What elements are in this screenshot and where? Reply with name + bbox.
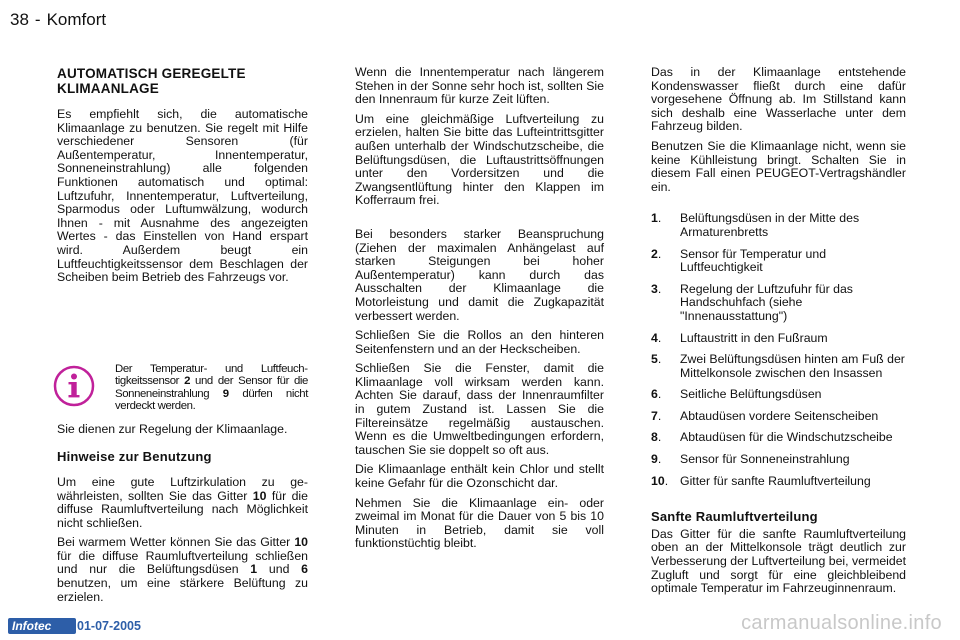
legend-number: 5 [651, 352, 658, 367]
legend-number: 4 [651, 330, 658, 345]
text-run: für die diffuse Raumluftverteilung schließen und nur die Belüftungsdüsen [57, 548, 308, 577]
ref-number: 6 [301, 562, 308, 577]
info-note [57, 363, 308, 415]
page-header [10, 10, 106, 30]
header-separator: - [34, 10, 41, 29]
info-text-part: dürfen nicht verdeckt werden. [115, 387, 308, 412]
body-paragraph: Nehmen Sie die Klimaanlage ein- oder zweimal im Monat für die Dauer von 5 bis 10 Minuten in Betrieb, damit sie voll funktionstüchtig bleibt. [355, 495, 604, 551]
footer-date: 01-07-2005 [77, 619, 141, 633]
usage-paragraph-1 [57, 476, 308, 530]
text-run: und [257, 562, 302, 577]
legend-item: 5. Zwei Belüftungsdüsen hinten am Fuß der Mittelkonsole zwischen den Insassen [651, 352, 905, 380]
ref-number: 2 [184, 375, 191, 388]
info-text [115, 363, 308, 413]
legend-item: 2. Sensor für Temperatur und Luftfeuchtigkeit [651, 248, 906, 275]
legend-item: 1. Belüftungsdüsen in der Mitte des Armaturenbretts [651, 212, 906, 239]
legend-item: 8. Abtaudüsen für die Windschutzscheibe [651, 431, 906, 445]
text-run: Bei warmem Wetter können Sie das Gitter [57, 535, 295, 550]
text-run: für die diffuse Raumluftverteilung nach Möglichkeit nicht schließen. [57, 488, 308, 530]
legend-item: 9. Sensor für Sonneneinstrahlung [651, 453, 906, 467]
usage-heading: Hinweise zur Benutzung [57, 449, 212, 465]
info-text-part: Der Temperatur- und Luftfeuchtigkeitssensor [115, 362, 308, 388]
legend-text: Zwei Belüftungsdüsen hinten am Fuß der Mittelkonsole zwischen den Insassen [680, 352, 905, 380]
legend-item: 6. Seitliche Belüftungsdüsen [651, 388, 906, 402]
ref-number: 1 [250, 562, 258, 577]
legend-number: 7 [651, 408, 658, 423]
page-number: 38 [10, 10, 29, 29]
body-paragraph: Die Klimaanlage enthält kein Chlor und stellt keine Gefahr für die Ozonschicht dar. [355, 462, 604, 491]
infotec-logo: Infotec [8, 618, 76, 634]
legend-number: 1 [651, 211, 658, 226]
legend-number: 10 [651, 473, 665, 488]
ref-number: 10 [294, 535, 308, 550]
ref-number: 9 [222, 387, 229, 400]
column-left [57, 66, 308, 610]
legend-text: Luftaustritt in den Fußraum [680, 330, 828, 345]
legend-text: Sensor für Temperatur und Luftfeuchtigkeit [680, 246, 827, 275]
legend-item: 3. Regelung der Luftzufuhr für das Handschuhfach (siehe "Innenausstattung") [651, 283, 906, 324]
legend-text: Abtaudüsen vordere Seitenscheiben [680, 408, 879, 423]
body-paragraph: Um eine gleichmäßige Luftverteilung zu erzielen, halten Sie bitte das Lufteintrittsgitter außen unterhalb der Windschutzscheibe, die Belüftungsdüsen, die Luftaustrittsöffnungen unter den Vordersitzen und die Zwangsentlüftung hinter den Klappen im Kofferraum frei. [355, 111, 604, 208]
legend-item: 4. Luftaustritt in den Fußraum [651, 332, 906, 346]
legend-number: 6 [651, 387, 658, 402]
legend-text: Belüftungsdüsen in der Mitte des Armaturenbretts [680, 211, 860, 239]
chapter-title: Komfort [46, 10, 107, 29]
legend-number: 2 [651, 246, 658, 261]
legend-number: 9 [651, 452, 658, 467]
soft-ventilation-paragraph: Das Gitter für die sanfte Raumluftverteilung oben an der Mittelkonsole trägt deutlich zur Verbesserung der Luftverteilung bei, vermeidet Zugluft und sorgt für eine gleichbleibend optimale Temperatur im Fahrzeuginnenraum. [651, 526, 906, 596]
body-paragraph: Das in der Klimaanlage entstehende Kondenswasser fließt durch eine dafür vorgesehene Öffnung ab. Im Stillstand kann sich deshalb eine Wasserlache unter dem Fahrzeug bilden. [651, 65, 906, 134]
legend-text: Abtaudüsen für die Windschutzscheibe [680, 430, 893, 445]
usage-paragraph-2 [57, 536, 308, 604]
legend-number: 3 [651, 281, 658, 296]
legend-text: Regelung der Luftzufuhr für das Handschuhfach (siehe "Innenausstattung") [680, 281, 853, 323]
legend-item: 7. Abtaudüsen vordere Seitenscheiben [651, 410, 906, 424]
body-paragraph: Benutzen Sie die Klimaanlage nicht, wenn sie keine Kühlleistung bringt. Schalten Sie in diesem Fall einen PEUGEOT-Vertragshändler ein. [651, 138, 906, 194]
soft-ventilation-heading: Sanfte Raumluftverteilung [651, 509, 818, 525]
body-paragraph: Schließen Sie die Fenster, damit die Klimaanlage voll wirksam werden kann. Achten Sie darauf, dass der Innenraumfilter in gutem Zustand ist. Lassen Sie die Filtereinsätze regelmäßig austauschen. Wenn es die Umweltbedingungen erfordern, tauschen Sie sie doppelt so oft aus. [355, 361, 604, 457]
legend-text: Sensor für Sonneneinstrahlung [680, 452, 850, 467]
legend-text: Seitliche Belüftungsdüsen [680, 387, 822, 402]
column-middle [355, 66, 604, 557]
text-run: benutzen, um eine stärkere Belüftung zu erzielen. [57, 576, 308, 604]
section-title: AUTOMATISCH GEREGELTE KLIMAANLAGE [57, 66, 246, 96]
ref-number: 10 [252, 488, 267, 503]
info-icon [53, 365, 95, 407]
after-info-paragraph: Sie dienen zur Regelung der Klimaanlage. [57, 421, 288, 436]
intro-paragraph: Es empfiehlt sich, die automatische Klimaanlage zu benutzen. Sie regelt mit Hilfe verschiedener Sensoren (für Außentemperatur, Innentemperatur, Sonneneinstrahlung) alle folgenden Funktionen automatisch und optimal: Luftzufuhr, Innentemperatur, Luftverteilung, Sparmodus oder Luftumwälzung, wodurch Ihnen - mit Ausnahme des angezeigten Wertes - das Einstellen von Hand erspart wird. Außerdem beugt ein Luftfeuchtigkeitssensor dem Beschlagen der Scheiben beim Betrieb des Fahrzeugs vor. [57, 107, 308, 285]
legend-number: 8 [651, 430, 658, 445]
body-paragraph: Wenn die Innentemperatur nach längerem Stehen in der Sonne sehr hoch ist, sollten Sie den Innenraum für kurze Zeit lüften. [355, 65, 604, 107]
legend-text: Gitter für sanfte Raumluftverteilung [680, 473, 871, 488]
text-run: Um eine gute Luftzirkulation zu gewährleisten, sollten Sie das Gitter [57, 474, 308, 503]
info-text-part: und der Sensor für die Sonneneinstrahlung [115, 375, 308, 400]
body-paragraph: Schließen Sie die Rollos an den hinteren Seitenfenstern und an der Heckscheiben. [355, 328, 604, 356]
body-paragraph: Bei besonders starker Beanspruchung (Ziehen der maximalen Anhängelast auf starken Steigungen bei hoher Außentemperatur) kann durch das Ausschalten der Klimaanlage die Motorleistung und damit die Zugkapazität verbessert werden. [355, 226, 604, 323]
watermark: carmanualsonline.info [741, 612, 942, 634]
legend-item: 10. Gitter für sanfte Raumluftverteilung [651, 475, 906, 489]
legend-list [651, 212, 906, 488]
column-right [651, 66, 906, 602]
